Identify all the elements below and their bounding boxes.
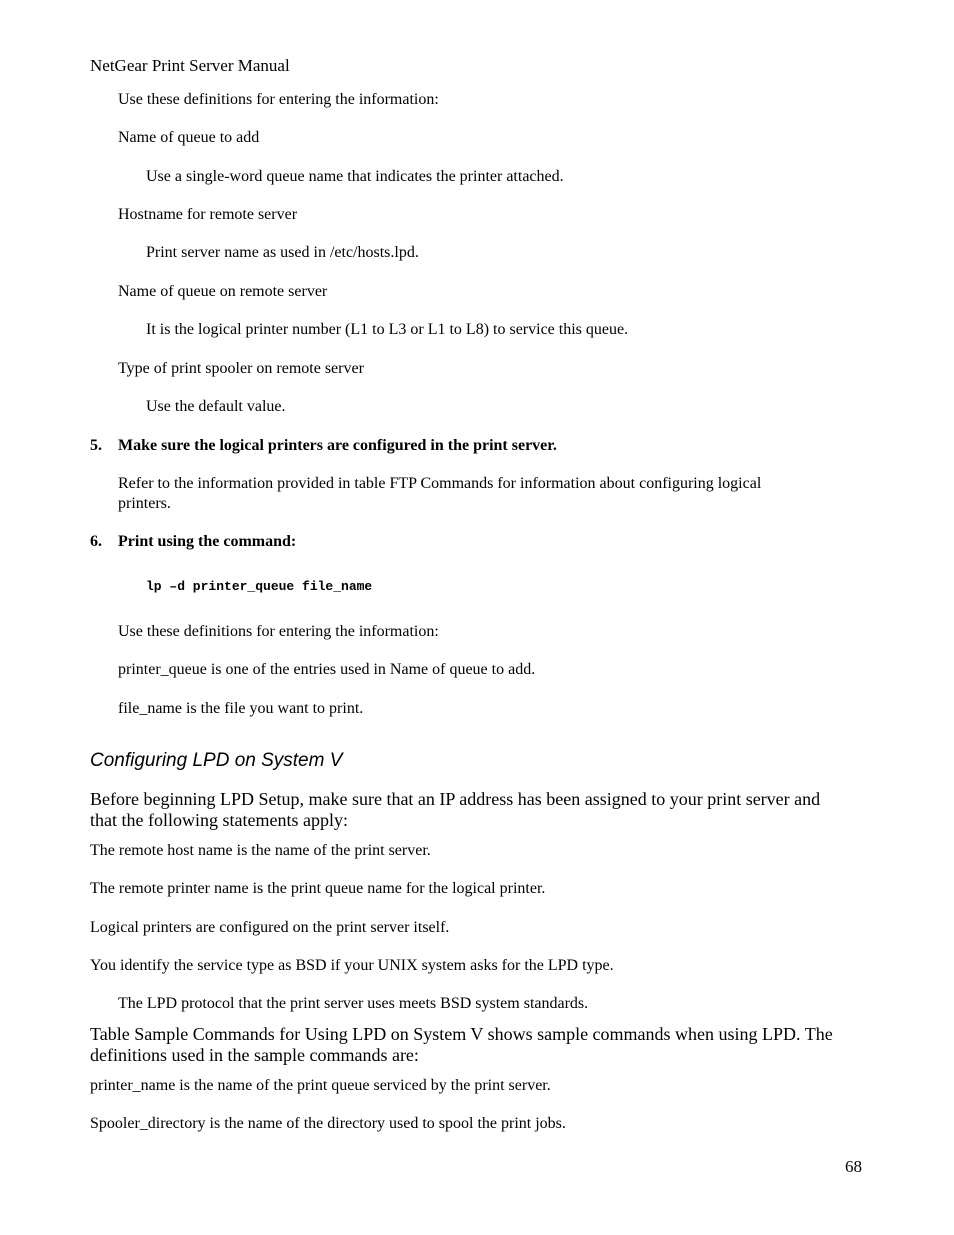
step-5-body-line-2: printers. [118,495,171,512]
statement-item: Logical printers are configured on the print server itself. [90,919,450,936]
section-paragraph-line: Table Sample Commands for Using LPD on System V shows sample commands when using LPD. The [90,1024,833,1044]
step-6-defs-intro: Use these definitions for entering the information: [118,623,439,640]
page-number: 68 [845,1157,862,1176]
definition-description: Use a single-word queue name that indicates the printer attached. [146,168,564,185]
step-6-definition: file_name is the file you want to print. [118,700,364,717]
step-title: Make sure the logical printers are configured in the print server. [118,437,557,454]
step-number: 5. [90,437,102,454]
definition-description: It is the logical printer number (L1 to L3 or L1 to L8) to service this queue. [146,321,629,338]
step-6-definition: printer_queue is one of the entries used in Name of queue to add. [118,661,536,678]
section-paragraph-line: definitions used in the sample commands are: [90,1045,419,1065]
step-number: 6. [90,533,102,550]
definition-term: Hostname for remote server [118,206,298,223]
statement-note: The LPD protocol that the print server uses meets BSD system standards. [118,995,589,1012]
section-paragraph-line: Before beginning LPD Setup, make sure that an IP address has been assigned to your print server and [90,789,821,809]
statement-item: The remote printer name is the print queue name for the logical printer. [90,880,546,897]
definition-term: Name of queue to add [118,129,260,146]
command-example: lp –d printer_queue file_name [146,579,373,594]
definition-description: Print server name as used in /etc/hosts.lpd. [146,244,419,261]
section-paragraph-line: that the following statements apply: [90,810,348,830]
section-heading: Configuring LPD on System V [90,750,343,771]
step-5 [90,436,557,456]
page-header-title: NetGear Print Server Manual [90,56,290,75]
statement-item: The remote host name is the name of the print server. [90,842,431,859]
definition-description: Use the default value. [146,398,286,415]
statement-item: You identify the service type as BSD if your UNIX system asks for the LPD type. [90,957,614,974]
step-6 [90,532,296,552]
intro-text: Use these definitions for entering the information: [118,91,439,108]
definition-term: Name of queue on remote server [118,283,328,300]
step-title: Print using the command: [118,533,297,550]
sample-definition: Spooler_directory is the name of the directory used to spool the print jobs. [90,1115,566,1132]
step-5-body-line-1: Refer to the information provided in table FTP Commands for information about configuring logical [118,475,762,492]
sample-definition: printer_name is the name of the print queue serviced by the print server. [90,1077,551,1094]
definition-term: Type of print spooler on remote server [118,360,364,377]
